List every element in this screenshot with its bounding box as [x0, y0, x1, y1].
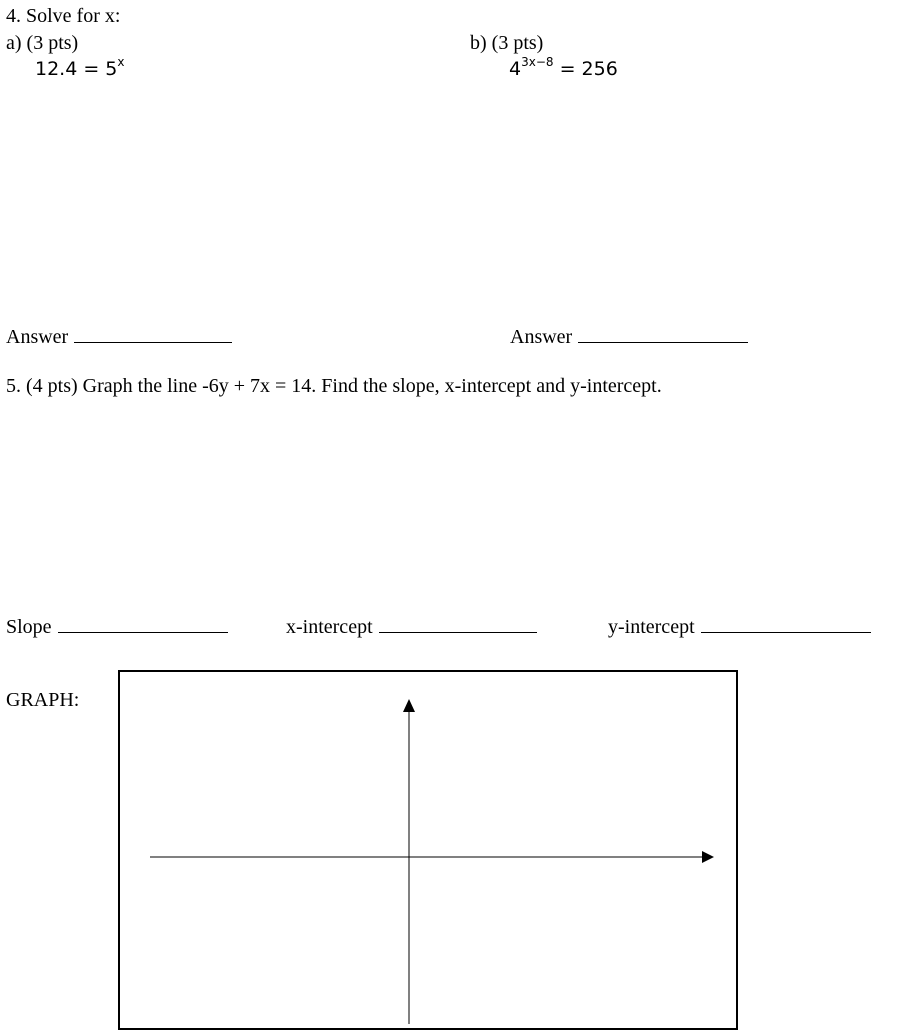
- x-intercept-answer-blank[interactable]: [379, 612, 537, 633]
- slope-answer-blank[interactable]: [58, 612, 228, 633]
- q4b-equation-rhs: = 256: [553, 58, 618, 80]
- q4b-equation-base: 4: [509, 58, 522, 80]
- y-intercept-row: [608, 612, 871, 637]
- q4b-answer-label: Answer: [510, 326, 573, 348]
- x-intercept-row: [286, 612, 537, 637]
- q4b-answer-row: [510, 322, 748, 347]
- graph-area[interactable]: [118, 670, 738, 1030]
- q4a-answer-row: [6, 322, 232, 347]
- graph-label: GRAPH:: [6, 689, 80, 711]
- q5-prompt: 5. (4 pts) Graph the line -6y + 7x = 14. Find the slope, x-intercept and y-intercept.: [6, 375, 662, 397]
- coordinate-axes: [120, 672, 740, 1032]
- q4a-equation: [35, 55, 125, 80]
- x-axis-arrow-icon: [702, 851, 714, 863]
- y-axis-arrow-icon: [403, 699, 415, 712]
- q4a-answer-blank[interactable]: [74, 322, 232, 343]
- q4b-equation: [509, 55, 618, 80]
- q4-heading: 4. Solve for x:: [6, 5, 121, 27]
- x-intercept-label: x-intercept: [286, 616, 373, 638]
- slope-label: Slope: [6, 616, 52, 638]
- q4b-label: b) (3 pts): [470, 32, 544, 54]
- q4b-equation-exponent: 3x−8: [521, 55, 554, 69]
- q4a-equation-exponent: x: [117, 55, 125, 69]
- y-intercept-label: y-intercept: [608, 616, 695, 638]
- q4b-answer-blank[interactable]: [578, 322, 748, 343]
- y-intercept-answer-blank[interactable]: [701, 612, 871, 633]
- q4a-answer-label: Answer: [6, 326, 69, 348]
- q4a-label: a) (3 pts): [6, 32, 79, 54]
- q4a-equation-lhs: 12.4 = 5: [35, 58, 118, 80]
- slope-row: [6, 612, 228, 637]
